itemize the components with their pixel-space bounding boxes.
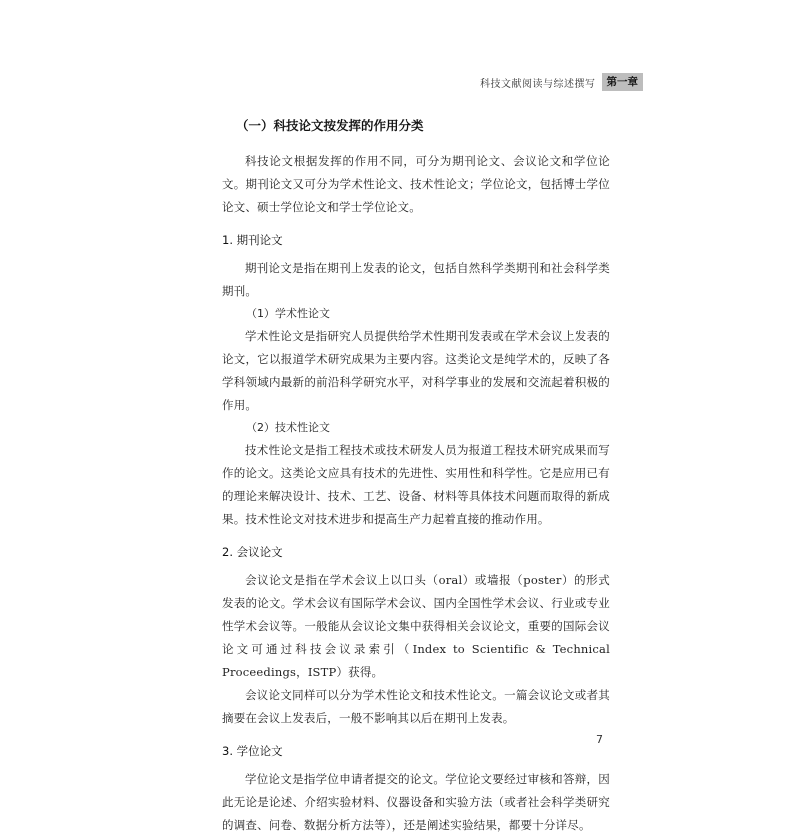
chapter-badge: 第一章 bbox=[602, 73, 644, 91]
academic-paragraph: 学术性论文是指研究人员提供给学术性期刊发表或在学术会议上发表的论文，它以报道学术研究成果为主要内容。这类论文是纯学术的，反映了各学科领域内最新的前沿科学研究水平，对科学事业的发展和交流起着积极的作用。 bbox=[222, 329, 610, 412]
running-header bbox=[480, 72, 643, 92]
page-body bbox=[222, 116, 610, 837]
technical-paragraph: 技术性论文是指工程技术或技术研发人员为报道工程技术研究成果而写作的论文。这类论文应具有技术的先进性、实用性和科学性。它是应用已有的理论来解决设计、技术、工艺、设备、材料等具体技术问题而取得的新成果。技术性论文对技术进步和提高生产力起着直接的推动作用。 bbox=[222, 443, 610, 526]
conference-paragraph-1: 会议论文是指在学术会议上以口头（oral）或墙报（poster）的形式发表的论文。学术会议有国际学术会议、国内全国性学术会议、行业或专业性学术会议等。一般能从会议论文集中获得相关会议论文，重要的国际会议论文可通过科技会议录索引（Index to Scientific & Technical Proceedings，ISTP）获得。 bbox=[222, 573, 610, 679]
thesis-paragraph: 学位论文是指学位申请者提交的论文。学位论文要经过审核和答辩，因此无论是论述、介绍实验材料、仪器设备和实验方法（或者社会科学类研究的调查、问卷、数据分析方法等），还是阐述实验结果，都要十分详尽。 bbox=[222, 772, 610, 832]
journal-paragraph: 期刊论文是指在期刊上发表的论文，包括自然科学类期刊和社会科学类期刊。 bbox=[222, 261, 610, 298]
conference-paragraph-2: 会议论文同样可以分为学术性论文和技术性论文。一篇会议论文或者其摘要在会议上发表后，一般不影响其以后在期刊上发表。 bbox=[222, 688, 610, 725]
subsection-heading-conference: 2. 会议论文 bbox=[222, 545, 283, 559]
section-intro-paragraph: 科技论文根据发挥的作用不同，可分为期刊论文、会议论文和学位论文。期刊论文又可分为学术性论文、技术性论文；学位论文，包括博士学位论文、硕士学位论文和学士学位论文。 bbox=[222, 154, 610, 214]
item-heading-academic: （1）学术性论文 bbox=[246, 307, 330, 320]
subsection-heading-journal: 1. 期刊论文 bbox=[222, 233, 283, 247]
page-number: 7 bbox=[596, 733, 603, 746]
section-heading: （一）科技论文按发挥的作用分类 bbox=[236, 118, 424, 133]
item-heading-technical: （2）技术性论文 bbox=[246, 421, 330, 434]
running-title: 科技文献阅读与综述撰写 bbox=[480, 78, 596, 90]
subsection-heading-thesis: 3. 学位论文 bbox=[222, 744, 283, 758]
